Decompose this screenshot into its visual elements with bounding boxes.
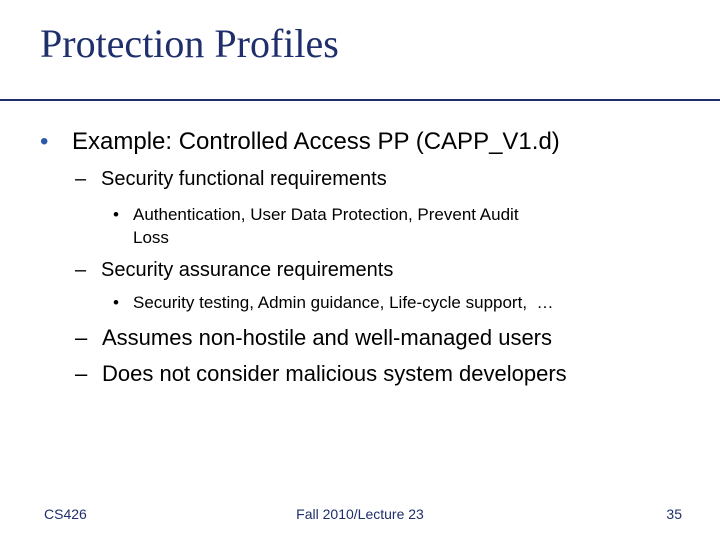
subbullet-text: Assumes non-hostile and well-managed users bbox=[102, 325, 553, 350]
subsubbullet-text: Security testing, Admin guidance, Life-cycle support, … bbox=[133, 293, 554, 312]
footer-lecture: Fall 2010/Lecture 23 bbox=[296, 506, 424, 522]
subbullet-text: Does not consider malicious system developers bbox=[102, 361, 567, 386]
bullet-marker: • bbox=[40, 128, 49, 155]
dash-marker: – bbox=[75, 259, 87, 281]
bullet-text: Example: Controlled Access PP (CAPP_V1.d) bbox=[72, 128, 560, 155]
bullet-marker: • bbox=[113, 293, 119, 312]
subbullet-text: Security functional requirements bbox=[101, 168, 387, 190]
slide-title: Protection Profiles bbox=[40, 21, 339, 66]
bullet-marker: • bbox=[113, 205, 119, 224]
dash-marker: – bbox=[75, 168, 87, 190]
footer-page-number: 35 bbox=[666, 506, 682, 522]
title-divider bbox=[0, 99, 720, 101]
dash-marker: – bbox=[75, 361, 88, 386]
subbullet-text: Security assurance requirements bbox=[101, 259, 394, 281]
footer-course: CS426 bbox=[44, 506, 87, 522]
subsubbullet-text-line1: Authentication, User Data Protection, Prevent Audit bbox=[133, 205, 519, 224]
dash-marker: – bbox=[75, 325, 88, 350]
subsubbullet-text-line2: Loss bbox=[133, 228, 169, 247]
